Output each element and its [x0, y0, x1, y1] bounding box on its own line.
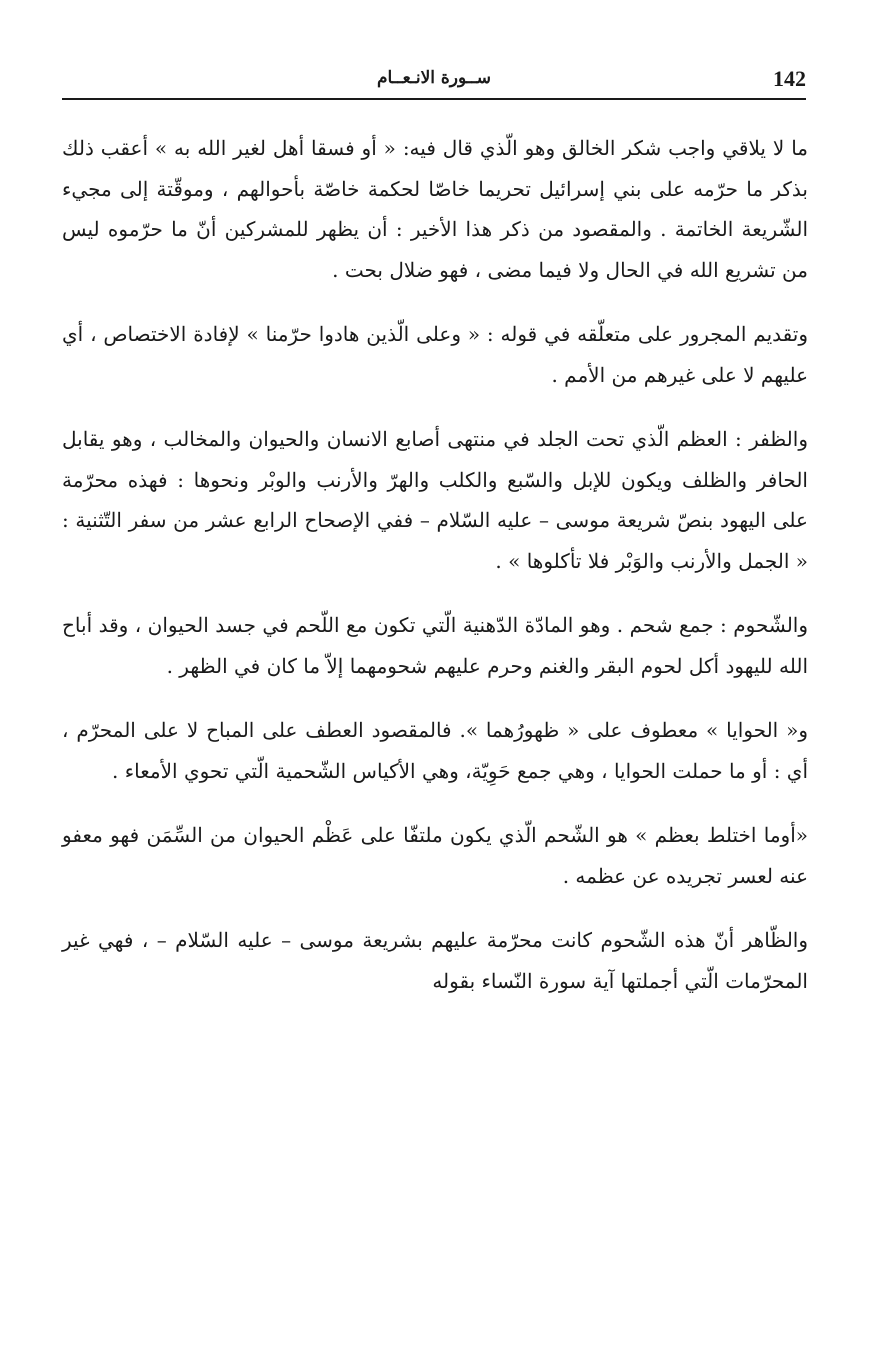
- body-text: [62, 128, 808, 1023]
- chapter-title: ســورة الانـعــام: [376, 68, 492, 88]
- paragraph-7: والظّاهر أنّ هذه الشّحوم كانت محرّمة عليهم بشريعة موسى – عليه السّلام – ، فهي غير المحرّمات الّتي أجملتها آية سورة النّساء بقوله: [62, 928, 809, 993]
- paragraph-1: ما لا يلاقي واجب شكر الخالق وهو الّذي قال فيه: « أو فسقا أهل لغير الله به » أعقب ذلك بذكر ما حرّمه على بني إسرائيل تحريما خاصّا لحكمة خاصّة بأحوالهم ، وموقّتة إلى مجيء الشّريعة الخاتمة . والمقصود من ذكر هذا الأخير : أن يظهر للمشركين أنّ ما حرّموه ليس من تشريع الله في الحال ولا فيما مضى ، فهو ضلال بحت .: [62, 136, 809, 282]
- running-header: [62, 62, 806, 100]
- paragraph-3: والظفر : العظم الّذي تحت الجلد في منتهى أصابع الانسان والحيوان والمخالب ، وهو يقابل الحافر والظلف ويكون للإبل والسّبع والكلب والهرّ والأرنب والوبْر ونحوها : فهذه محرّمة على اليهود بنصّ شريعة موسى – عليه السّلام – ففي الإصحاح الرابع عشر من سفر التّثنية : « الجمل والأرنب والوَبْر فلا تأكلوها » .: [62, 427, 808, 573]
- paragraph-4: والشّحوم : جمع شحم . وهو المادّة الدّهنية الّتي تكون مع اللّحم في جسد الحيوان ، وقد أباح الله لليهود أكل لحوم البقر والغنم وحرم عليهم شحومهما إلاّ ما كان في الظهر .: [62, 613, 809, 678]
- paragraph-2: وتقديم المجرور على متعلّقه في قوله : « وعلى الّذين هادوا حرّمنا » لإفادة الاختصاص ، أي عليهم لا على غيرهم من الأمم .: [62, 322, 808, 387]
- page-number: 142: [773, 66, 806, 91]
- paragraph-5: و« الحوايا » معطوف على « ظهورُهما ». فالمقصود العطف على المباح لا على المحرّم ، أي : أو ما حملت الحوايا ، وهي جمع حَوِيّة، وهي الأكياس الشّحمية الّتي تحوي الأمعاء .: [62, 718, 808, 783]
- paragraph-6: «أوما اختلط بعظم » هو الشّحم الّذي يكون ملتفّا على عَظْم الحيوان من السِّمَن فهو معفو عنه لعسر تجريده عن عظمه .: [62, 823, 808, 888]
